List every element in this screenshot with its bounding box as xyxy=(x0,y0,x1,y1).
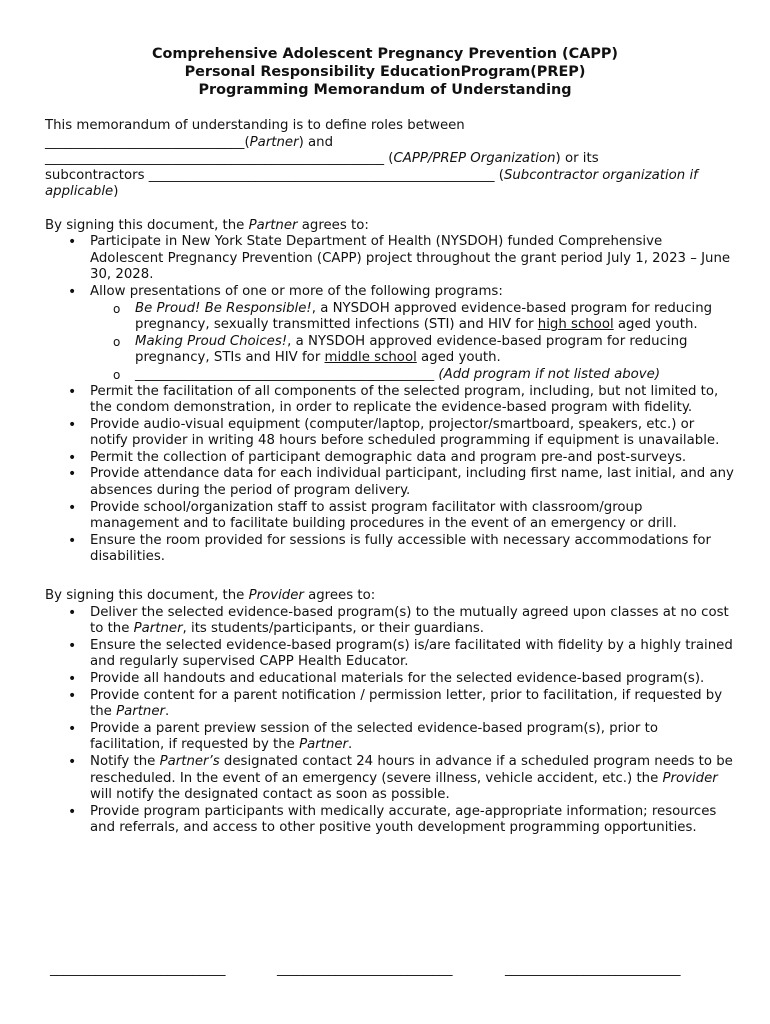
signature-line: ___________________________ xyxy=(277,962,453,977)
list-item: • Notify the Partner’s designated contact 24 hours in advance if a scheduled program needs to be rescheduled. In the event of an emergency (severe illness, vehicle accident, etc.) the Provider will notify the designated contact as soon as possible. xyxy=(90,754,735,804)
provider-section-heading: By signing this document, the Provider agrees to: xyxy=(45,588,376,604)
list-item: • Provide content for a parent notification / permission letter, prior to facilitation, if requested by the Partner. xyxy=(90,688,735,721)
list-item: • Deliver the selected evidence-based program(s) to the mutually agreed upon classes at no cost to the Partner, its students/participants, or their guardians. xyxy=(90,605,735,638)
list-item: • Provide attendance data for each individual participant, including first name, last initial, and any absences during the period of program delivery. xyxy=(90,466,735,499)
signature-line: ___________________________ xyxy=(50,962,226,977)
list-item: • Ensure the selected evidence-based program(s) is/are facilitated with fidelity by a highly trained and regularly supervised CAPP Health Educator. xyxy=(90,638,735,671)
title-line-2: Personal Responsibility EducationProgram(PREP) xyxy=(184,64,586,80)
add-program-blank: _____________________________________________ xyxy=(135,366,435,382)
title-line-3: Programming Memorandum of Understanding xyxy=(198,82,572,98)
intro-paragraph: This memorandum of understanding is to define roles between ______________________________(Partner) and ___________________________________________________ (CAPP/PREP Organization) or its subcontractors ____________________________________________________ (Subcontractor organization if applicable) xyxy=(45,118,698,200)
list-item: • Provide audio-visual equipment (computer/laptop, projector/smartboard, speakers, etc.) or notify provider in writing 48 hours before scheduled programming if equipment is unavailable. xyxy=(90,417,735,450)
document-body xyxy=(45,118,735,837)
program-option: o Making Proud Choices!, a NYSDOH approved evidence-based program for reducing pregnancy, STIs and HIV for middle school aged youth. xyxy=(135,334,735,367)
list-item: • Permit the facilitation of all components of the selected program, including, but not limited to, the condom demonstration, in order to replicate the evidence-based program with fidelity. xyxy=(90,384,735,417)
list-item: • Permit the collection of participant demographic data and program pre-and post-surveys. xyxy=(90,450,735,467)
partner-blank: ______________________________ xyxy=(45,134,245,150)
program-option: o Be Proud! Be Responsible!, a NYSDOH approved evidence-based program for reducing pregnancy, sexually transmitted infections (STI) and HIV for high school aged youth. xyxy=(135,301,735,334)
list-item: • Provide all handouts and educational materials for the selected evidence-based program(s). xyxy=(90,671,735,688)
document-title xyxy=(0,45,770,99)
program-options-list xyxy=(90,301,735,384)
list-item: • Ensure the room provided for sessions is fully accessible with necessary accommodations for disabilities. xyxy=(90,533,735,566)
partner-obligations-list xyxy=(45,234,735,566)
list-item: • Allow presentations of one or more of the following programs: o Be Proud! Be Responsible!, a NYSDOH approved evidence-based program for reducing pregnancy, sexually transmitted infections (STI) and HIV for high school aged youth. o Making Proud Choices!, a NYSDOH approved evidence-based program for reducing pregnancy, STIs and HIV for middle school aged youth. o _____________________________________________ (Add program if not listed above) xyxy=(90,284,735,384)
list-item: • Provide school/organization staff to assist program facilitator with classroom/group management and to facilitate building procedures in the event of an emergency or drill. xyxy=(90,500,735,533)
signature-line: ___________________________ xyxy=(505,962,681,977)
subcontractor-blank: ____________________________________________________ xyxy=(148,167,495,183)
list-item: • Provide a parent preview session of the selected evidence-based program(s), prior to facilitation, if requested by the Partner. xyxy=(90,721,735,754)
signature-lines xyxy=(0,962,770,982)
partner-section-heading: By signing this document, the Partner agrees to: xyxy=(45,217,369,233)
title-line-1: Comprehensive Adolescent Pregnancy Prevention (CAPP) xyxy=(151,46,619,62)
provider-obligations-list xyxy=(45,605,735,837)
organization-blank: ___________________________________________________ xyxy=(45,151,385,167)
list-item: • Provide program participants with medically accurate, age-appropriate information; resources and referrals, and access to other positive youth development programming opportunities. xyxy=(90,804,735,837)
program-option: o _____________________________________________ (Add program if not listed above) xyxy=(135,367,735,384)
list-item: • Participate in New York State Department of Health (NYSDOH) funded Comprehensive Adolescent Pregnancy Prevention (CAPP) project throughout the grant period July 1, 2023 – June 30, 2028. xyxy=(90,234,735,284)
